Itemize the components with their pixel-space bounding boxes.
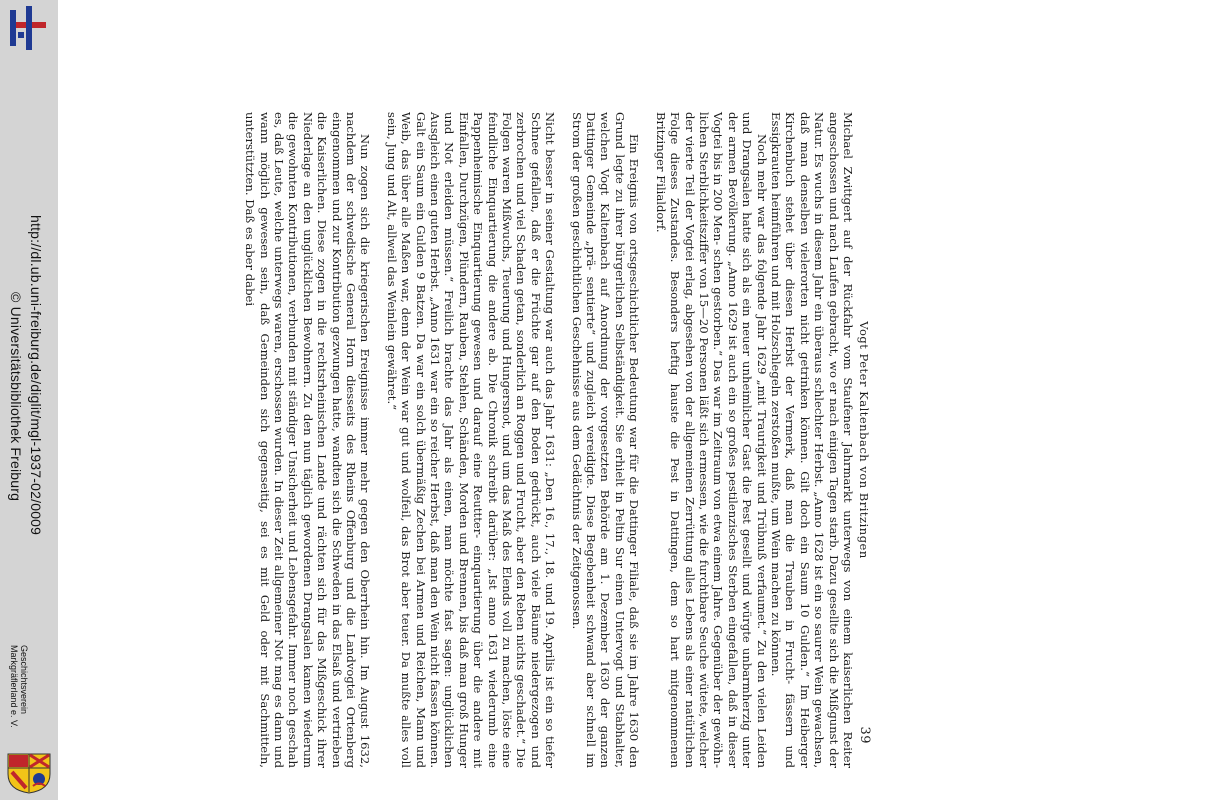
running-head bbox=[855, 112, 871, 768]
society-name-line2: Markgräflerland e. V. bbox=[9, 645, 19, 728]
paragraph-3: Ein Ereignis von ortsgeschichtlicher Bedeutung war für die Dattinger Filiale, daß sie im Jahre 1630 den Grund legte zu ihrer bürgerlichen Selbständigkeit. Sie erhielt in Peltin Sur einen Untervogt und Stabhalter, welchen Vogt Kaltenbach auf Anordnung der vorgesetzten Behörde am 1. Dezember 1630 der ganzen Dattinger Gemeinde „prä- sentierte“ und zugleich vereidigte. Diese Begebenheit schwand aber schnell im Strom der großen geschichtlichen Geschehnisse aus dem Gedächtnis der Zeitgenossen. bbox=[569, 112, 642, 768]
paragraph-4: Nicht besser in seiner Gestaltung war auch das Jahr 1631: „Den 16., 17., 18. und 19. Aprilis ist ein so tiefer Schnee gefallen, daß er die Früchte gar auf den Boden gedrückt, auch viele Bäume niedergezogen und zerbrochen und viel Schaden getan, sonderlich an Roggen und Frucht, aber den Reben nichts geschadet.“ Die Folgen waren Mißwuchs, Teuerung und Hungersnot, und um das Maß des Elends voll zu machen, löste eine feindliche Einquartierung die andere ab. Die Chronik schreibt darüber: „Ist anno 1631 wiederumb eine Pappenheimische Einquartierung gewesen und darauf eine Reuttter- einquartierung über die andere mit Einfallen, Durchzügen, Plündern, Rauben, Stehlen, Schänden, Morden und Brennen, bis daß man groß Hunger und Not erleiden müssen.“ Freilich brachte das Jahr als einen, man möchte fast sagen: unglücklichen Ausgleich einen guten Herbst. „Anno 1631 war ein so reicher Herbst, daß man den Wein nicht fassen können. Galt ein Saum ein Gulden 9 Batzen. Da war ein solch übermäßig Zechen bei Armen und Reichen, Mann und Weib, das über alle Maßen war, denn der Wein war gut und wolfeil, das Brot aber teuer. Da mußte alles voll sein, Jung und Alt, allweil das Weinlein gewähret.“ bbox=[384, 112, 558, 768]
copyright-text: © Universitätsbibliothek Freiburg bbox=[8, 292, 24, 502]
society-name-line1: Geschichtsverein bbox=[19, 645, 29, 715]
scanned-page bbox=[0, 112, 871, 768]
running-head-title: Vogt Peter Kaltenbach von Britzingen bbox=[857, 321, 871, 559]
ub-freiburg-logo-icon[interactable] bbox=[6, 6, 50, 50]
page-number: 39 bbox=[857, 726, 872, 744]
paragraph-1: Michael Zwittgert auf der Rückfahr vom Staufener Jahrmarkt unterwegs von einem kaiserlichen Reiter angeschossen und nach Laufen gebracht, wo er nach einigen Tagen starb. Dazu gesellte sich die Mißgunst der Natur. Es wuchs in diesem Jahr ein überaus schlechter Herbst. „Anno 1628 ist ein so saurer Wein gewachsen, daß man denselben vielerorten nicht getrinken können. Gilt doch ein Saum 10 Gulden.“ Im Heiberger Kirchenbuch stehet über diesen Herbst der Vermerk, daß man die Trauben in Frucht- fässern und Essigkrauten heimführen und mit Holzschlegeln zerstoßen mußte, um Wein machen zu können. bbox=[768, 112, 855, 768]
paragraph-2: Noch mehr war das folgende Jahr 1629 „mit Traurigkeit und Trübnuß verfaumet.“ Zu den vielen Leiden und Drangsalen hatte sich als ein neuer unheimlicher Gast die Pest gesellt und würgte unbarmherzig unter der armen Bevölkerung. „Anno 1629 ist auch ein so großes pestilenzisches Sterben eingefallen, daß in dieser Vogtei bis in 200 Men- schen gestorben.“ Das war im Zeitraum von etwa einem Jahre. Gegenüber der gewöhn- lichen Sterblichkeitsziffer von 15—20 Personen läßt sich ermessen, wie die furchtbare Seuche wütete, welcher der vierte Teil der Vogtei erlag, abgesehen von der allgemeinen Zerrüttung alles Lebens als einer natürlichen Folge dieses Zustandes. Besonders heftig hauste die Pest in Dattingen, dem so hart mitgenommenen Britzinger Filialdorf. bbox=[653, 112, 769, 768]
paragraph-5: Nun zogen sich die kriegerischen Ereignisse immer mehr gegen den Oberrhein hin. Im August 1632, nachdem der schwedische General Horn diesseits des Rheins Offenburg und die Landvogtei Ortenberg eingenommen und zur Kontribution gezwungen hatte, wandten sich die Schweden in das Elsaß und vertrieben die Kaiserlichen. Diese zogen in die rechtsrheinischen Lande und rächten sich für das Mißgeschick ihrer Niederlage an den unglücklichen Bewohnern. Zu den nun täglich gewordenen Drangsalen kamen wiederum die gewohnten Kontributionen, verbunden mit ständiger Unsicherheit und Lebensgefahr. Immer noch geschah es, daß Leute, welche unterwegs waren, erschossen wurden. In dieser Zeit allgemeiner Not mag es dann und wann möglich gewesen sein, daß Gemeinden sich gegenseitig, sei es mit Geld oder mit Sachmitteln, unterstützten. Daß es aber dabei bbox=[243, 112, 373, 768]
document-url[interactable]: http://dl.ub.uni-freiburg.de/diglit/mgl-1937-02/0009 bbox=[28, 215, 44, 536]
